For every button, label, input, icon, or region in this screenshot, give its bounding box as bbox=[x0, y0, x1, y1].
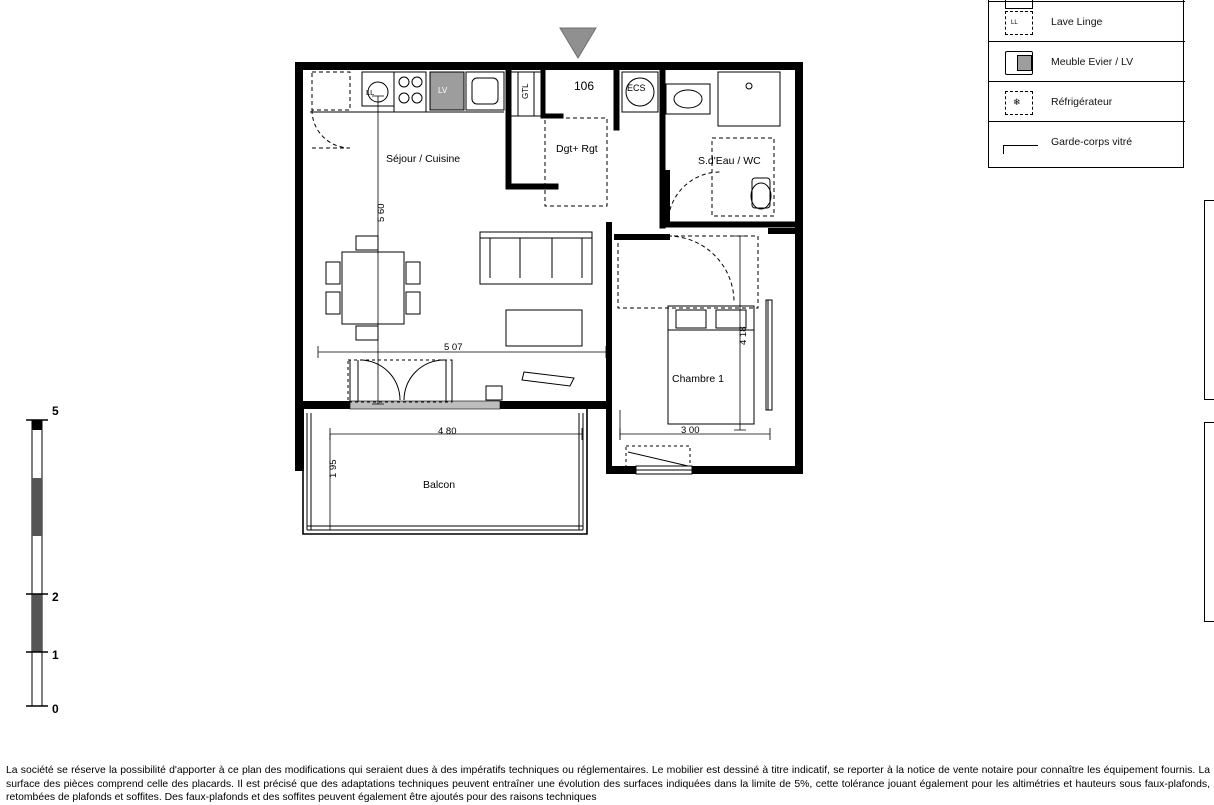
legend-divider bbox=[989, 41, 1185, 42]
dimension-sejour-horizontal: 5 07 bbox=[444, 342, 463, 353]
legend-item-garde-corps bbox=[989, 123, 1185, 161]
dimension-sejour-vertical: 5 60 bbox=[376, 203, 387, 222]
scale-bar bbox=[18, 404, 59, 716]
unit-number-label: 106 bbox=[574, 79, 595, 93]
legend-item-lave-linge bbox=[989, 3, 1185, 41]
room-label-dgt-rgt: Dgt+ Rgt bbox=[556, 143, 598, 155]
legend-panel bbox=[988, 0, 1184, 168]
room-label-balcon: Balcon bbox=[423, 479, 456, 491]
scale-tick-5: 5 bbox=[52, 404, 59, 418]
scale-bar-graphic bbox=[18, 412, 58, 714]
scale-tick-0: 0 bbox=[52, 702, 59, 716]
legend-label-meuble-evier: Meuble Evier / LV bbox=[1051, 56, 1134, 68]
refrigerateur-icon: ❄ bbox=[999, 87, 1045, 117]
scale-tick-2: 2 bbox=[52, 590, 59, 604]
dimension-chambre-vertical: 4 18 bbox=[738, 326, 749, 345]
entrance-arrow bbox=[560, 28, 596, 58]
legend-divider bbox=[989, 81, 1185, 82]
legal-disclaimer: La société se réserve la possibilité d'apporter à ce plan des modifications qui seraient dues à des impératifs techniques ou réglementaires. Le mobilier est dessiné à titre indicatif, se reporter à la notice de vente notaire pour connaître les équipement fournis. La surface des pièces comprend celle des placards. Il est précisé que des adaptations techniques peuvent entraîner une évolution des surfaces indiquées dans la limite de 5%, cette tolérance jouant également pour les altimétries et hauteurs sous faux-plafonds, retombées de plafonds et soffites. Des faux-plafonds et des soffites peuvent également être ajoutés pour des raisons techniques bbox=[6, 765, 1210, 804]
meuble-evier-icon bbox=[999, 47, 1045, 77]
room-label-chambre-1: Chambre 1 bbox=[672, 373, 724, 385]
gtl-label: GTL bbox=[521, 83, 530, 99]
legend-divider bbox=[989, 121, 1185, 122]
room-label-sejour-cuisine: Séjour / Cuisine bbox=[386, 153, 461, 165]
dimension-balcon-vertical: 1 95 bbox=[328, 459, 339, 478]
legend-divider bbox=[989, 1, 1185, 2]
legend-label-refrigerateur: Réfrigérateur bbox=[1051, 96, 1113, 108]
tertiary-legend-panel bbox=[1204, 422, 1214, 622]
room-label-salle-eau-wc: S.d'Eau / WC bbox=[698, 155, 761, 167]
dimension-chambre-horizontal: 3 00 bbox=[681, 425, 700, 436]
dimension-balcon-horizontal: 4 80 bbox=[438, 426, 457, 437]
garde-corps-icon bbox=[999, 127, 1045, 157]
legend-item-refrigerateur bbox=[989, 83, 1185, 121]
ecs-label: ECS bbox=[627, 83, 646, 93]
lave-vaisselle-tag-label: LV bbox=[438, 86, 448, 95]
secondary-legend-panel bbox=[1204, 200, 1214, 400]
lave-linge-tag-label: LL bbox=[366, 88, 375, 97]
lave-linge-icon: LL bbox=[999, 7, 1045, 37]
legend-item-meuble-evier bbox=[989, 43, 1185, 81]
legend-label-garde-corps: Garde-corps vitré bbox=[1051, 136, 1133, 148]
legend-label-lave-linge: Lave Linge bbox=[1051, 16, 1103, 28]
scale-tick-1: 1 bbox=[52, 648, 59, 662]
